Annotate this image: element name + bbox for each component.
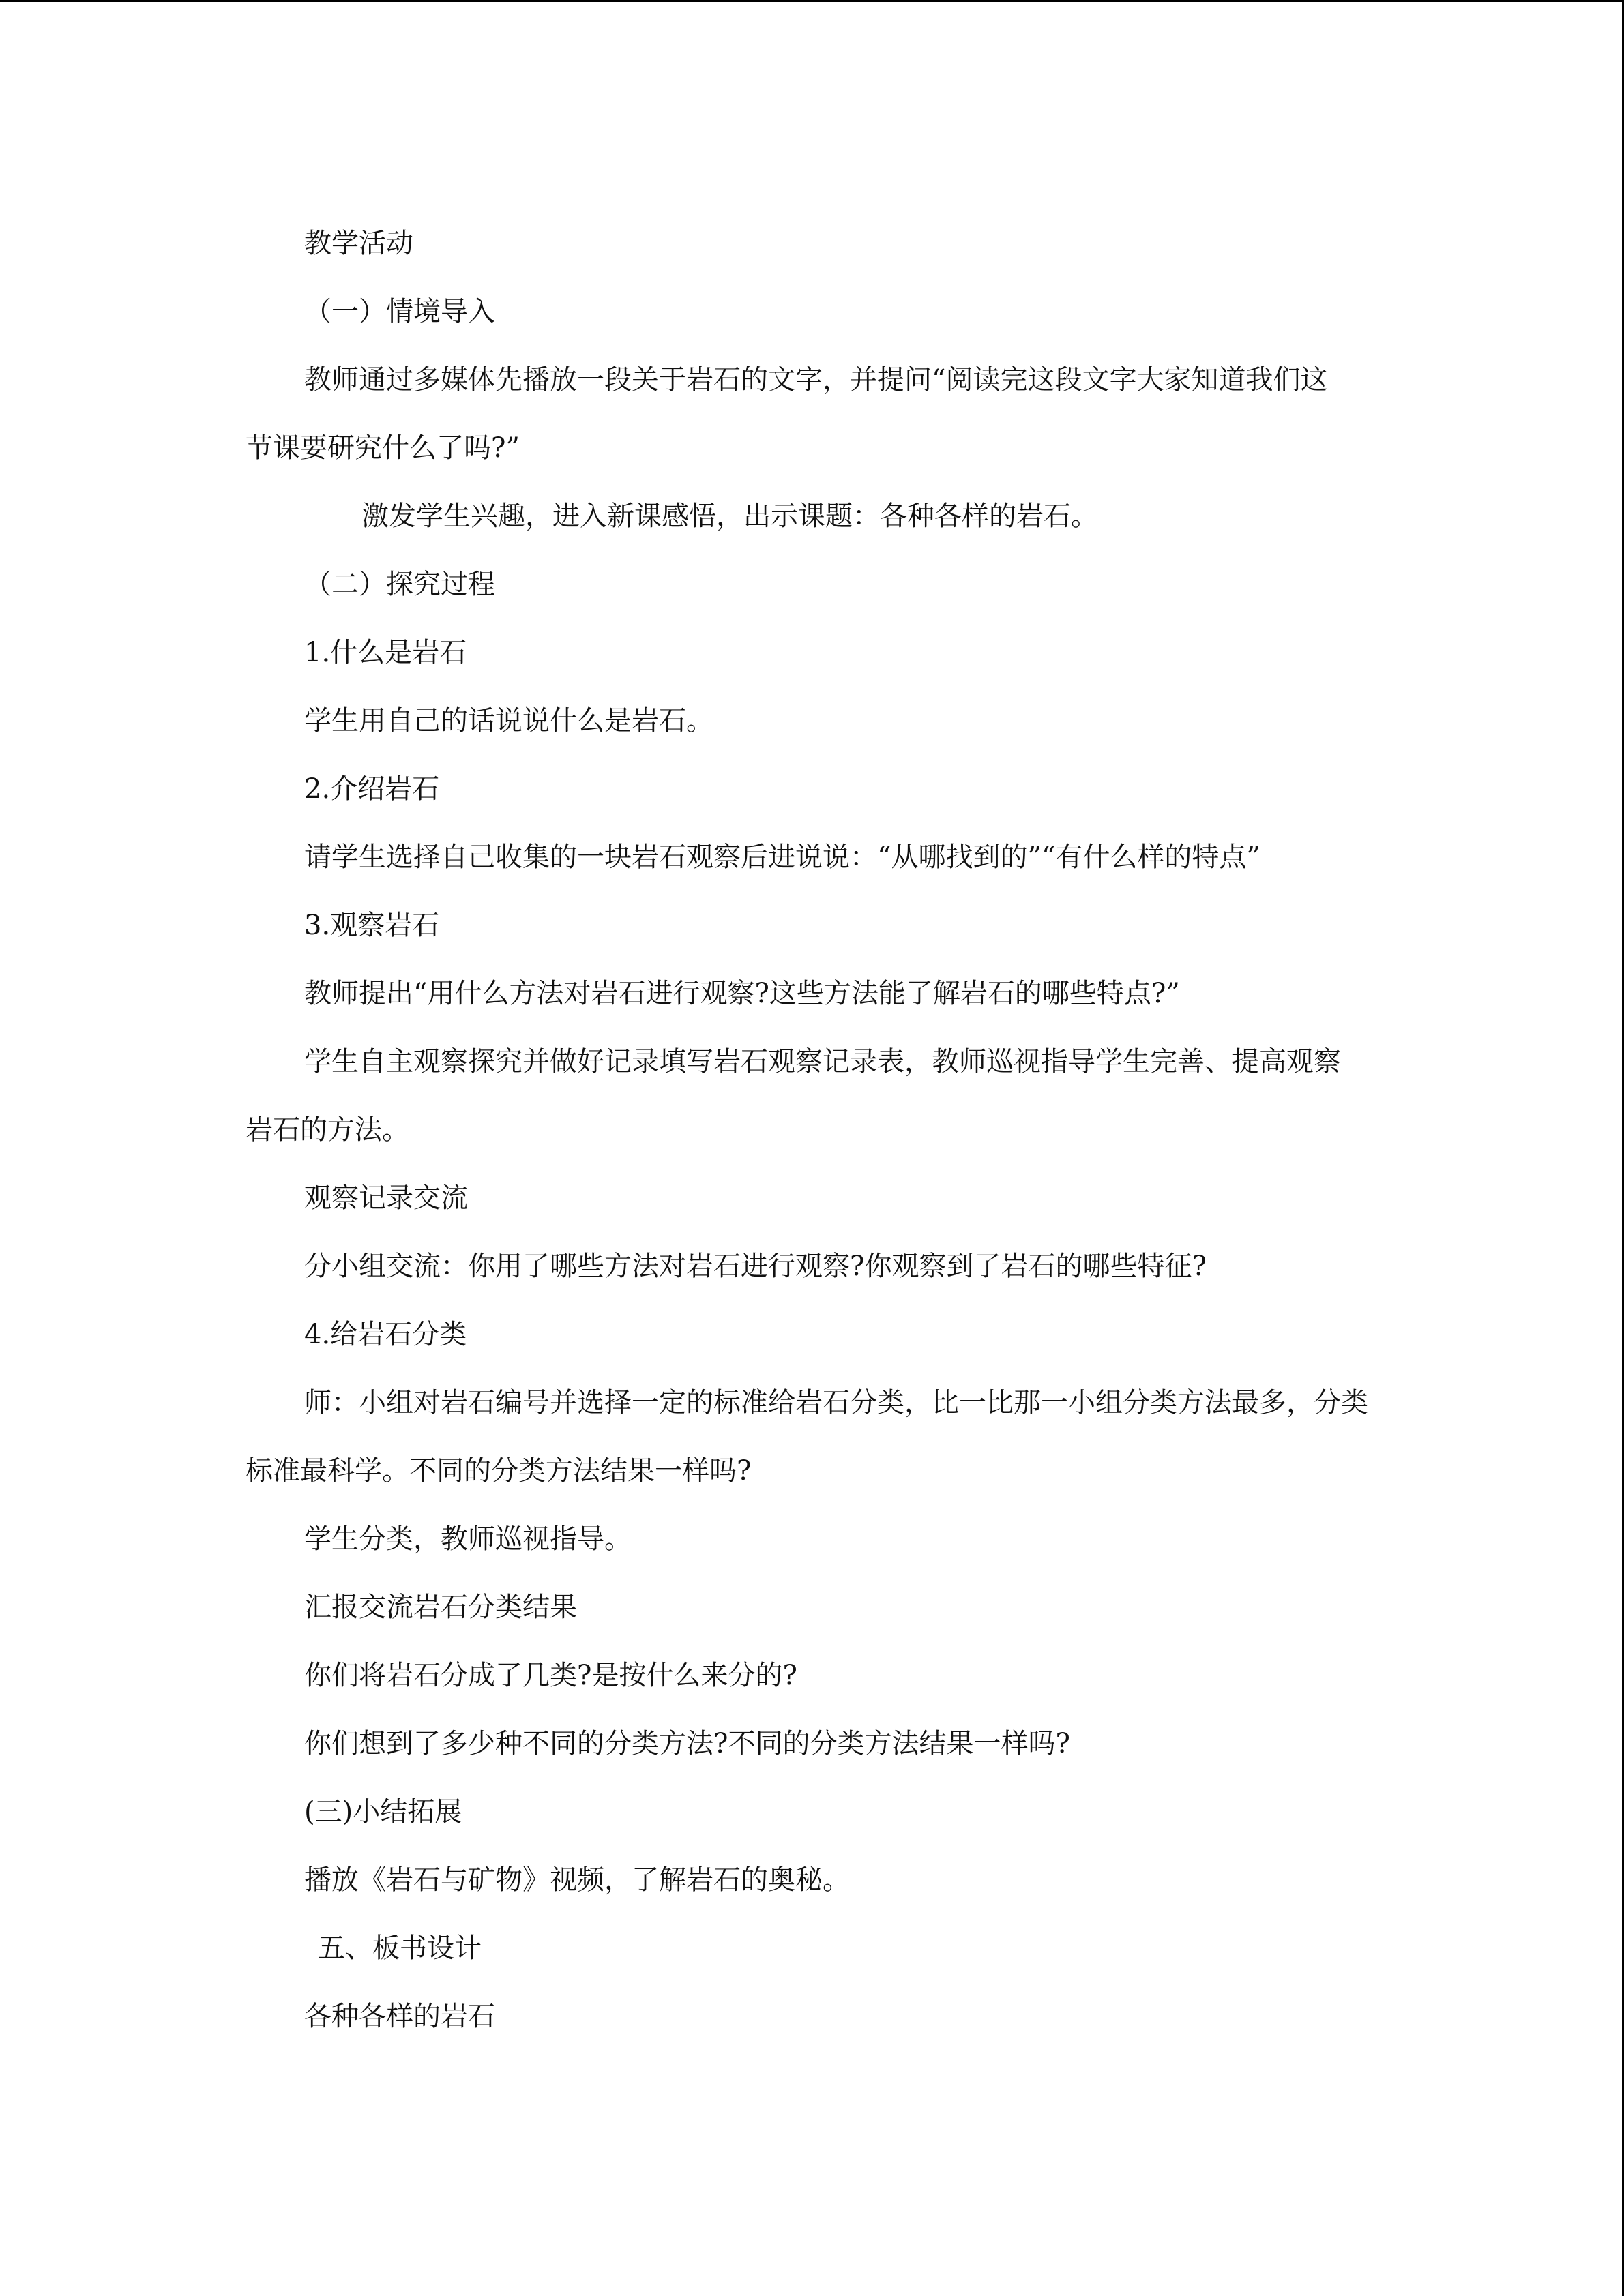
- subsection-heading: 3.观察岩石: [304, 910, 440, 941]
- subsection-heading: 4.给岩石分类: [304, 1319, 467, 1350]
- paragraph-line: 师：小组对岩石编号并选择一定的标准给岩石分类，比一比那一小组分类方法最多，分类: [304, 1387, 1368, 1418]
- paragraph-line: 激发学生兴趣，进入新课感悟，出示课题：各种各样的岩石。: [361, 501, 1098, 532]
- paragraph-line: 教学活动: [304, 228, 413, 259]
- paragraph-line: 分小组交流：你用了哪些方法对岩石进行观察?你观察到了岩石的哪些特征?: [304, 1251, 1207, 1282]
- paragraph-line: 汇报交流岩石分类结果: [304, 1592, 577, 1623]
- section-heading: （一）情境导入: [304, 296, 495, 327]
- paragraph-line: 学生分类，教师巡视指导。: [304, 1523, 632, 1555]
- paragraph-line: 岩石的方法。: [246, 1114, 409, 1146]
- paragraph-line: 请学生选择自己收集的一块岩石观察后进说说：“从哪找到的”“有什么样的特点”: [304, 841, 1260, 873]
- section-heading: 五、板书设计: [318, 1933, 482, 1964]
- paragraph-line: 观察记录交流: [304, 1182, 468, 1214]
- paragraph-line: 教师通过多媒体先播放一段关于岩石的文字，并提问“阅读完这段文字大家知道我们这: [304, 364, 1328, 396]
- subsection-heading: 1.什么是岩石: [304, 637, 467, 668]
- paragraph-line: 你们将岩石分成了几类?是按什么来分的?: [304, 1660, 797, 1691]
- paragraph-line: 标准最科学。不同的分类方法结果一样吗?: [246, 1455, 752, 1487]
- paragraph-line: 播放《岩石与矿物》视频，了解岩石的奥秘。: [304, 1864, 850, 1896]
- subsection-heading: 2.介绍岩石: [304, 773, 440, 805]
- section-heading: （二）探究过程: [304, 569, 495, 600]
- paragraph-line: 节课要研究什么了吗?”: [246, 432, 520, 464]
- paragraph-line: 你们想到了多少种不同的分类方法?不同的分类方法结果一样吗?: [304, 1728, 1070, 1759]
- board-title: 各种各样的岩石: [304, 2001, 495, 2032]
- paragraph-line: 学生自主观察探究并做好记录填写岩石观察记录表，教师巡视指导学生完善、提高观察: [304, 1046, 1341, 1077]
- paragraph-line: 学生用自己的话说说什么是岩石。: [304, 705, 713, 736]
- section-heading: (三)小结拓展: [304, 1796, 462, 1828]
- paragraph-line: 教师提出“用什么方法对岩石进行观察?这些方法能了解岩石的哪些特点?”: [304, 978, 1180, 1009]
